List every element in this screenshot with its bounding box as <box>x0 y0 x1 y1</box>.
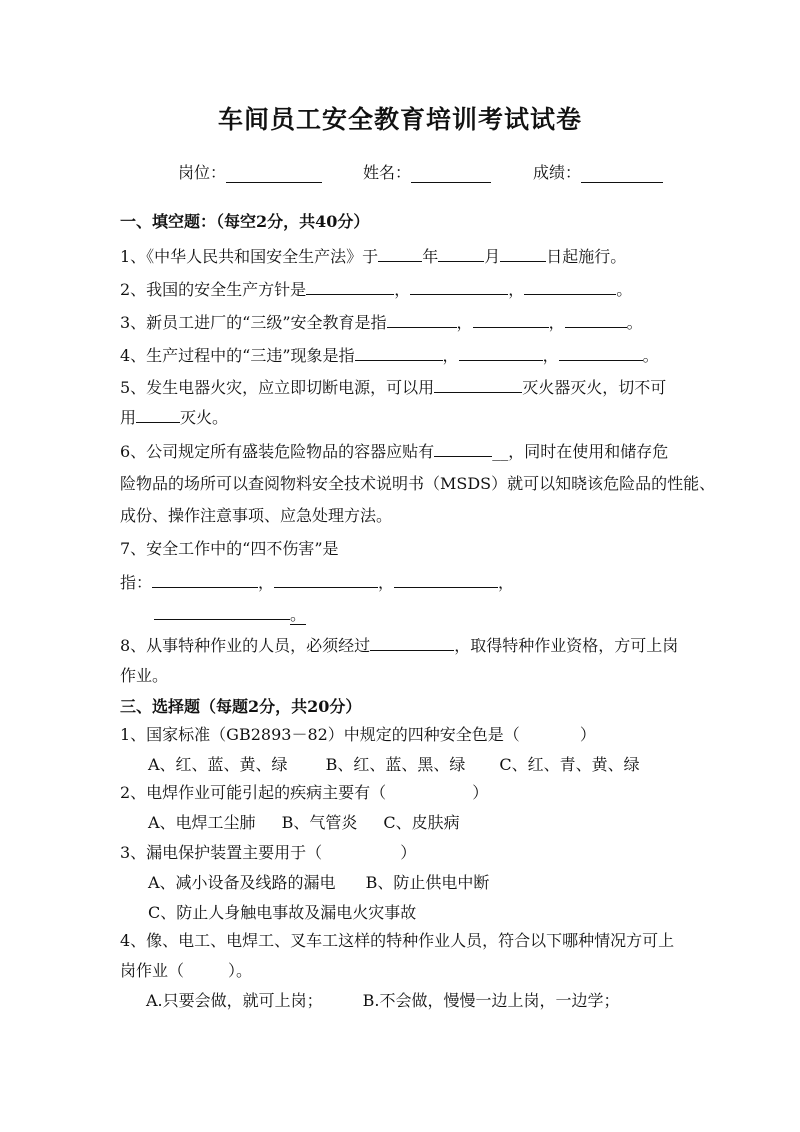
question-text: ）。 <box>228 961 253 980</box>
section3-header: 三、选择题（每题2分，共20分） <box>120 697 362 716</box>
question-1-5 <box>120 376 666 399</box>
question-text: __，同时在使用和储存危 <box>492 442 669 461</box>
question-text: 指： <box>120 573 153 592</box>
question-text: 。 <box>616 280 633 299</box>
answer-blank[interactable] <box>473 311 549 328</box>
option-a: A.只要会做，就可上岗； <box>146 991 323 1010</box>
question-text: ， <box>548 313 565 332</box>
question-text: ） <box>400 843 417 862</box>
question-text: 5、发生电器火灾，应立即切断电源，可以用 <box>120 378 435 397</box>
position-label: 岗位： <box>178 163 227 182</box>
question-text: 。 <box>626 313 643 332</box>
answer-blank[interactable] <box>500 245 546 262</box>
score-label: 成绩： <box>533 163 582 182</box>
question-text: ， <box>498 573 515 592</box>
question-text: 6、公司规定所有盛装危险物品的容器应贴有 <box>120 442 435 461</box>
question-3-1-options <box>148 754 640 776</box>
answer-blank[interactable] <box>154 603 290 620</box>
question-text: ， <box>542 346 559 365</box>
answer-blank[interactable] <box>565 311 627 328</box>
question-text: ， <box>258 573 275 592</box>
answer-blank[interactable] <box>438 245 484 262</box>
question-text: 3、新员工进厂的“三级”安全教育是指 <box>120 313 387 332</box>
option-a: A、电焊工尘肺 <box>148 813 256 832</box>
question-text: 灭火器灭火，切不可 <box>522 378 667 397</box>
question-text: 2、我国的安全生产方针是 <box>120 280 307 299</box>
answer-blank[interactable] <box>152 571 258 588</box>
question-text: 1、国家标准（GB2893－82）中规定的四种安全色是（ <box>120 725 520 744</box>
name-input[interactable] <box>411 164 491 183</box>
position-input[interactable] <box>226 164 322 183</box>
section1-header: 一、填空题：（每空2分，共40分） <box>120 212 370 231</box>
question-1-2 <box>120 278 632 301</box>
question-text: 用 <box>120 408 137 427</box>
option-a: A、减小设备及线路的漏电 <box>148 873 336 892</box>
question-text: 。 <box>290 605 307 624</box>
question-text: ，取得特种作业资格，方可上岗 <box>454 636 679 655</box>
answer-blank[interactable] <box>306 278 394 295</box>
position-field <box>178 160 322 183</box>
answer-blank[interactable] <box>274 571 378 588</box>
question-text: 8、从事特种作业的人员，必须经过 <box>120 636 371 655</box>
question-text: 3、漏电保护装置主要用于（ <box>120 843 323 862</box>
question-1-5-cont <box>120 406 228 429</box>
question-3-4: 4、像、电工、电焊工、叉车工这样的特种作业人员，符合以下哪种情况方可上 <box>120 931 675 950</box>
question-text: 1、《中华人民共和国安全生产法》于 <box>120 247 379 266</box>
question-text: 。 <box>642 346 659 365</box>
question-3-1 <box>120 724 596 746</box>
score-field <box>533 160 663 183</box>
option-c: C、红、青、黄、绿 <box>499 755 640 774</box>
answer-blank[interactable] <box>559 344 643 361</box>
answer-blank[interactable] <box>410 278 508 295</box>
question-3-4-options <box>146 990 620 1012</box>
question-1-4 <box>120 344 659 367</box>
answer-blank[interactable] <box>136 406 180 423</box>
option-c: C、皮肤病 <box>383 813 460 832</box>
question-1-7-cont <box>120 571 514 594</box>
name-field <box>363 160 491 183</box>
question-text: ） <box>579 725 596 744</box>
question-3-3-options <box>148 872 489 894</box>
question-text: 4、生产过程中的“三违”现象是指 <box>120 346 355 365</box>
question-1-8 <box>120 634 678 657</box>
question-1-7-cont2 <box>154 603 306 626</box>
answer-blank[interactable] <box>370 634 454 651</box>
question-1-3 <box>120 311 643 334</box>
question-3-2 <box>120 782 488 804</box>
question-3-3 <box>120 842 416 864</box>
question-text: ， <box>394 280 411 299</box>
answer-blank[interactable] <box>524 278 616 295</box>
option-b: B、红、蓝、黑、绿 <box>325 755 466 774</box>
question-text: ） <box>472 783 489 802</box>
question-text: 月 <box>484 247 501 266</box>
answer-blank[interactable] <box>355 344 443 361</box>
question-1-7: 7、安全工作中的“四不伤害”是 <box>120 539 339 558</box>
question-1-6 <box>120 440 668 463</box>
question-1-6-cont2: 成份、操作注意事项、应急处理方法。 <box>120 506 393 525</box>
score-input[interactable] <box>581 164 663 183</box>
question-1-1 <box>120 245 626 268</box>
answer-blank[interactable] <box>387 311 457 328</box>
answer-blank[interactable] <box>434 440 492 457</box>
question-text: ， <box>456 313 473 332</box>
question-1-6-cont: 险物品的场所可以查阅物料安全技术说明书（MSDS）就可以知晓该危险品的性能、 <box>120 474 716 493</box>
question-text: 灭火。 <box>180 408 229 427</box>
question-3-4-cont <box>120 960 252 982</box>
name-label: 姓名： <box>363 163 412 182</box>
question-3-2-options <box>148 812 460 834</box>
option-a: A、红、蓝、黄、绿 <box>148 755 288 774</box>
option-b: B、防止供电中断 <box>365 873 490 892</box>
question-text: ， <box>508 280 525 299</box>
question-3-3-option-c: C、防止人身触电事故及漏电火灾事故 <box>148 903 417 922</box>
answer-blank[interactable] <box>378 245 422 262</box>
question-1-8-cont: 作业。 <box>120 666 169 685</box>
answer-blank[interactable] <box>434 376 522 393</box>
question-text: ， <box>378 573 395 592</box>
question-text: 岗作业（ <box>120 961 185 980</box>
question-text: 年 <box>422 247 439 266</box>
page-title: 车间员工安全教育培训考试试卷 <box>217 105 582 134</box>
option-b: B、气管炎 <box>281 813 358 832</box>
question-text: 日起施行。 <box>546 247 627 266</box>
option-b: B.不会做，慢慢一边上岗，一边学； <box>362 991 620 1010</box>
question-text: ， <box>442 346 459 365</box>
question-text: 2、电焊作业可能引起的疾病主要有（ <box>120 783 387 802</box>
answer-blank[interactable] <box>394 571 498 588</box>
answer-blank[interactable] <box>459 344 543 361</box>
